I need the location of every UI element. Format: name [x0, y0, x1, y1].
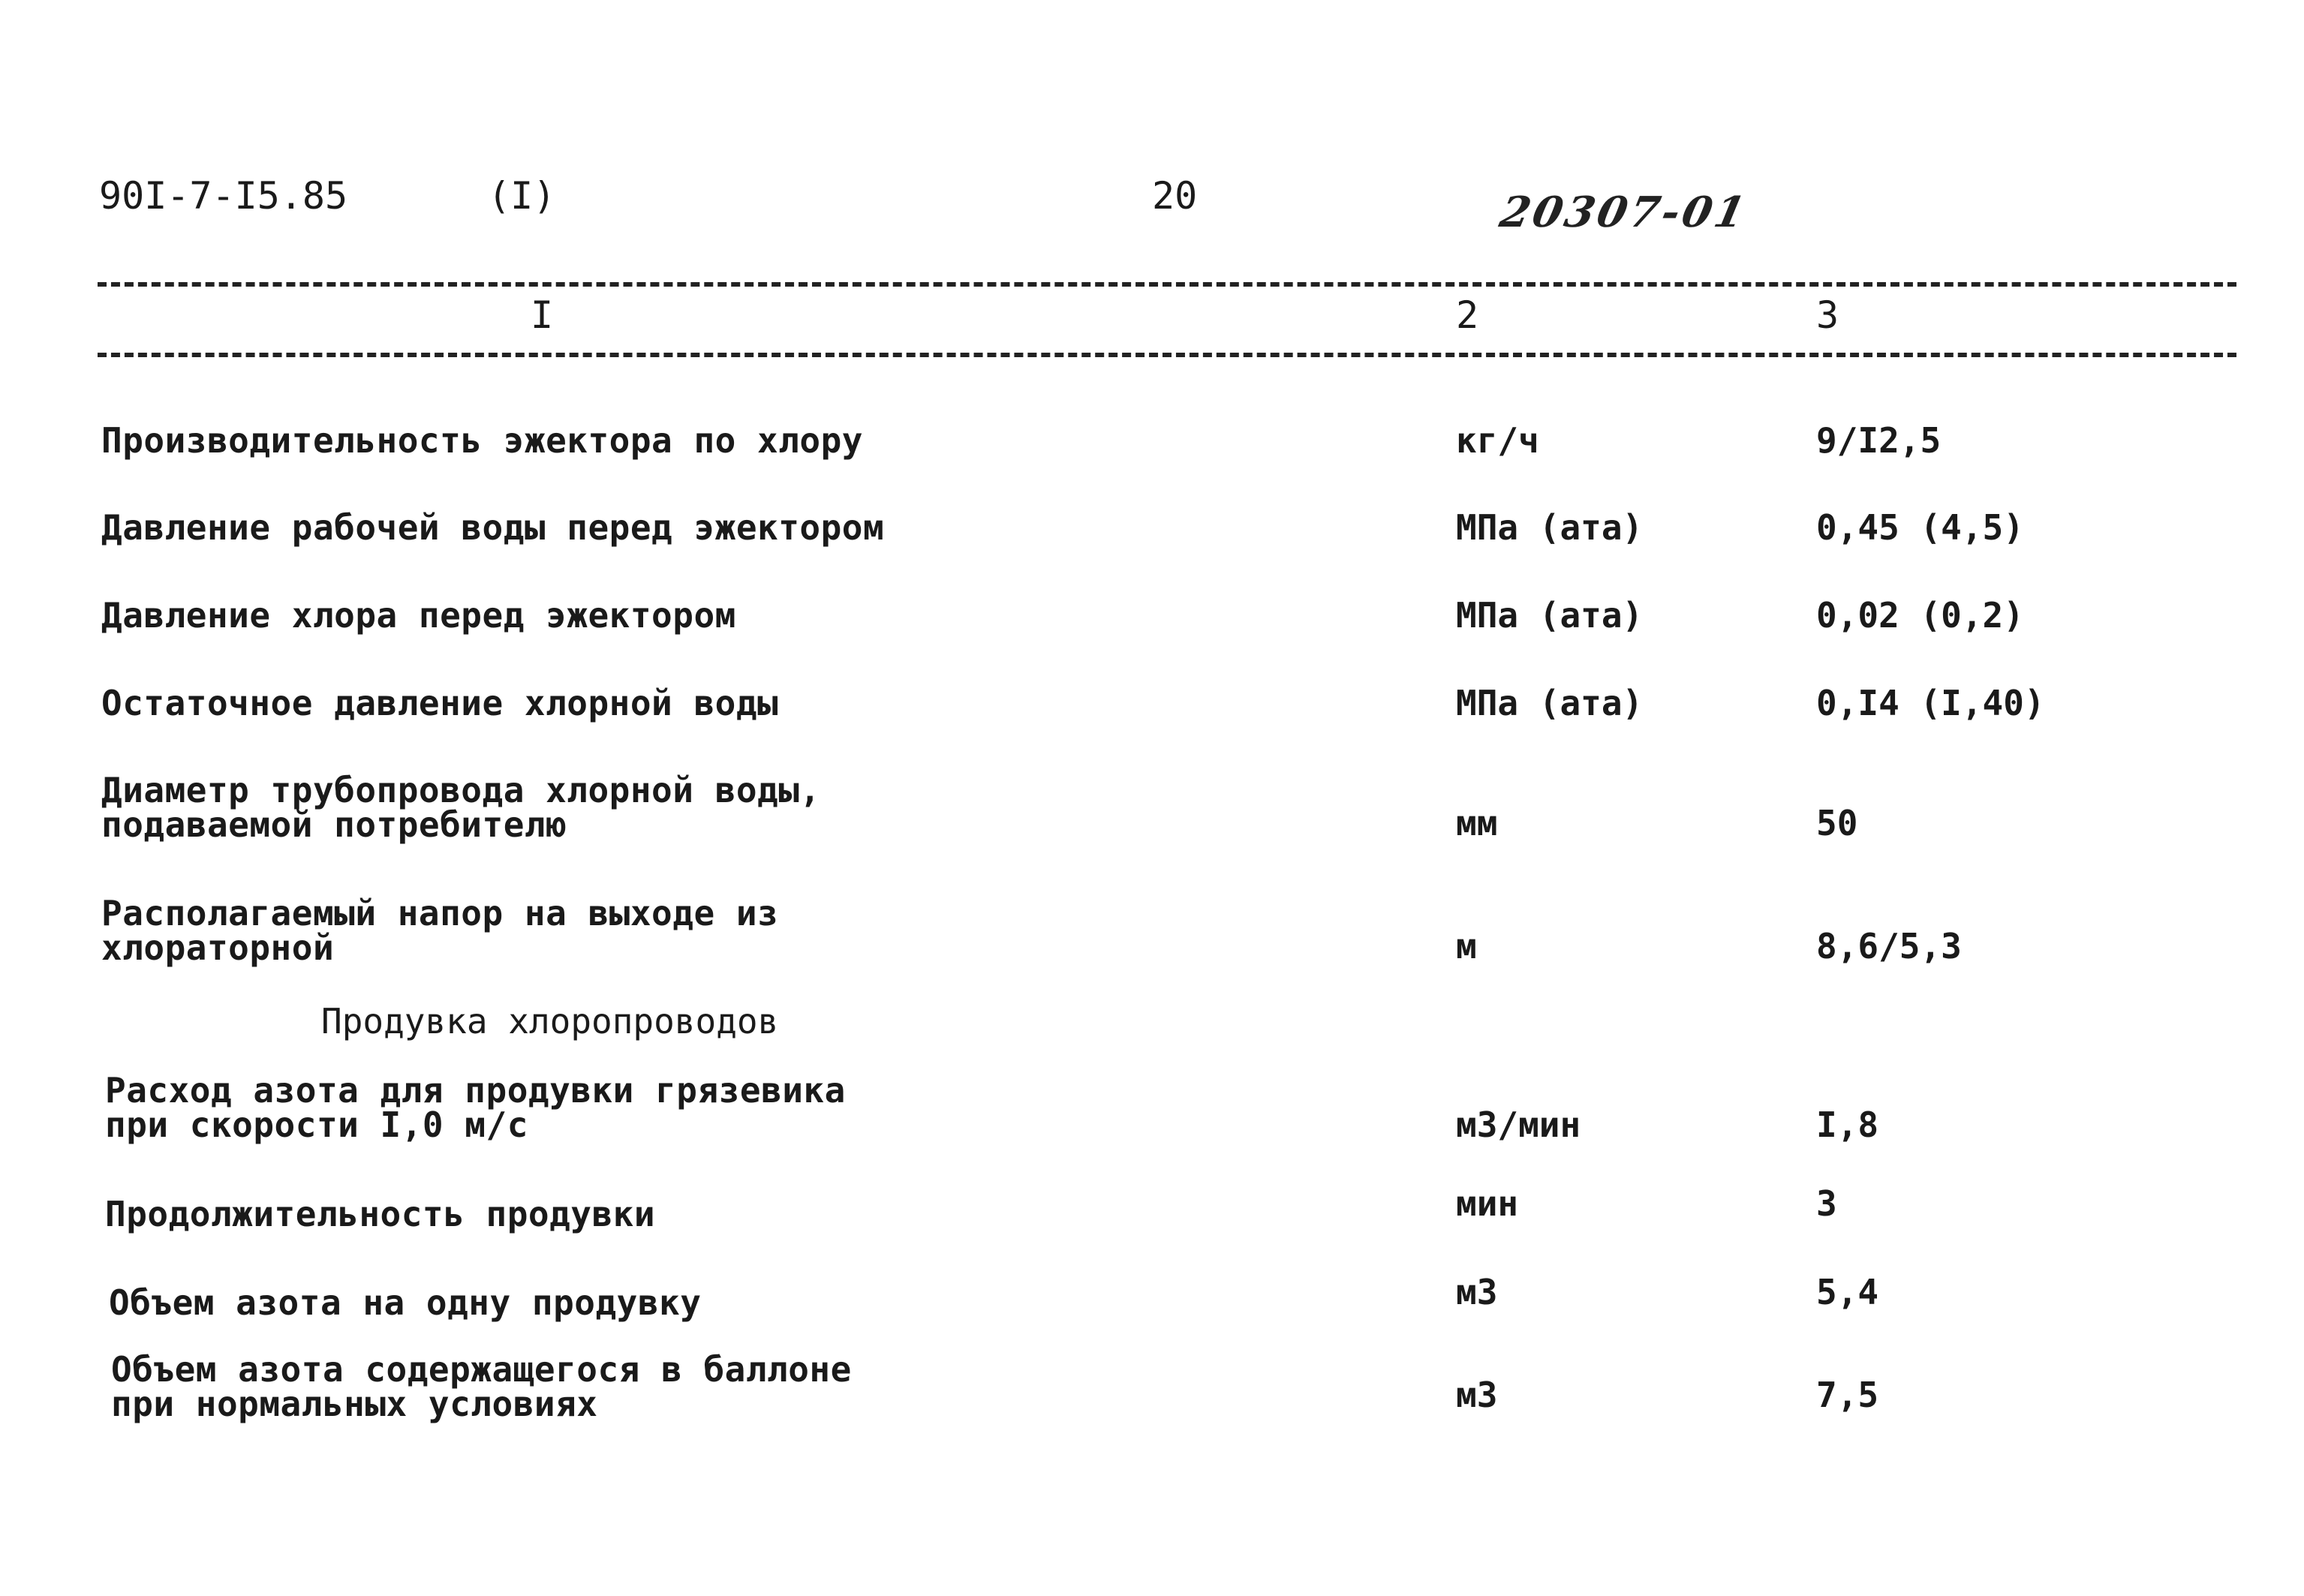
- row-value: 5,4: [1816, 1272, 1879, 1312]
- page-number: 20: [1152, 174, 1198, 218]
- row-unit: кг/ч: [1456, 420, 1539, 461]
- row-value: 3: [1816, 1183, 1837, 1224]
- header-rule-top: [98, 282, 2236, 287]
- row-value: 0,45 (4,5): [1816, 507, 2024, 548]
- row-value: 7,5: [1816, 1375, 1879, 1415]
- row-label: Давление рабочей воды перед эжектором: [101, 507, 885, 548]
- row-unit: м3/мин: [1456, 1105, 1581, 1145]
- row-label: Производительность эжектора по хлору: [101, 420, 863, 461]
- row-label-line-1: Объем азота содержащегося в баллоне: [111, 1349, 852, 1390]
- row-value: 50: [1816, 803, 1858, 843]
- row-unit: МПа (ата): [1456, 507, 1644, 548]
- row-value: 0,02 (0,2): [1816, 595, 2024, 636]
- doc-code: 90I-7-I5.85: [99, 174, 348, 218]
- row-value: 8,6/5,3: [1816, 926, 1962, 966]
- handwritten-number: 20307-01: [1495, 188, 1753, 237]
- row-label-line-2: подаваемой потребителю: [101, 804, 567, 845]
- row-label: Объем азота на одну продувку: [109, 1282, 702, 1323]
- row-unit: МПа (ата): [1456, 595, 1644, 636]
- row-unit: мм: [1456, 803, 1498, 843]
- row-value: 0,I4 (I,40): [1816, 683, 2045, 723]
- row-label: Остаточное давление хлорной воды: [101, 683, 779, 723]
- section-title: Продувка хлоропроводов: [321, 1001, 779, 1041]
- column-head-2: 2: [1456, 293, 1479, 337]
- header-rule-bottom: [98, 353, 2236, 357]
- row-unit: мин: [1456, 1183, 1519, 1224]
- row-label-line-1: Диаметр трубопровода хлорной воды,: [101, 770, 821, 810]
- doc-part: (I): [488, 174, 556, 218]
- row-value: I,8: [1816, 1105, 1879, 1145]
- row-unit: м3: [1456, 1272, 1498, 1312]
- row-label-line-2: при скорости I,0 м/с: [105, 1105, 528, 1145]
- row-unit: м3: [1456, 1375, 1498, 1415]
- row-label-line-1: Располагаемый напор на выходе из: [101, 893, 779, 933]
- row-label-line-2: при нормальных условиях: [111, 1384, 598, 1424]
- row-value: 9/I2,5: [1816, 420, 1942, 461]
- row-label: Продолжительность продувки: [105, 1194, 656, 1234]
- row-unit: МПа (ата): [1456, 683, 1644, 723]
- column-head-3: 3: [1816, 293, 1839, 337]
- row-label-line-2: хлораторной: [101, 927, 335, 968]
- row-unit: м: [1456, 926, 1477, 966]
- row-label: Давление хлора перед эжектором: [101, 595, 736, 636]
- column-head-1: I: [531, 293, 554, 337]
- row-label-line-1: Расход азота для продувки грязевика: [105, 1070, 846, 1111]
